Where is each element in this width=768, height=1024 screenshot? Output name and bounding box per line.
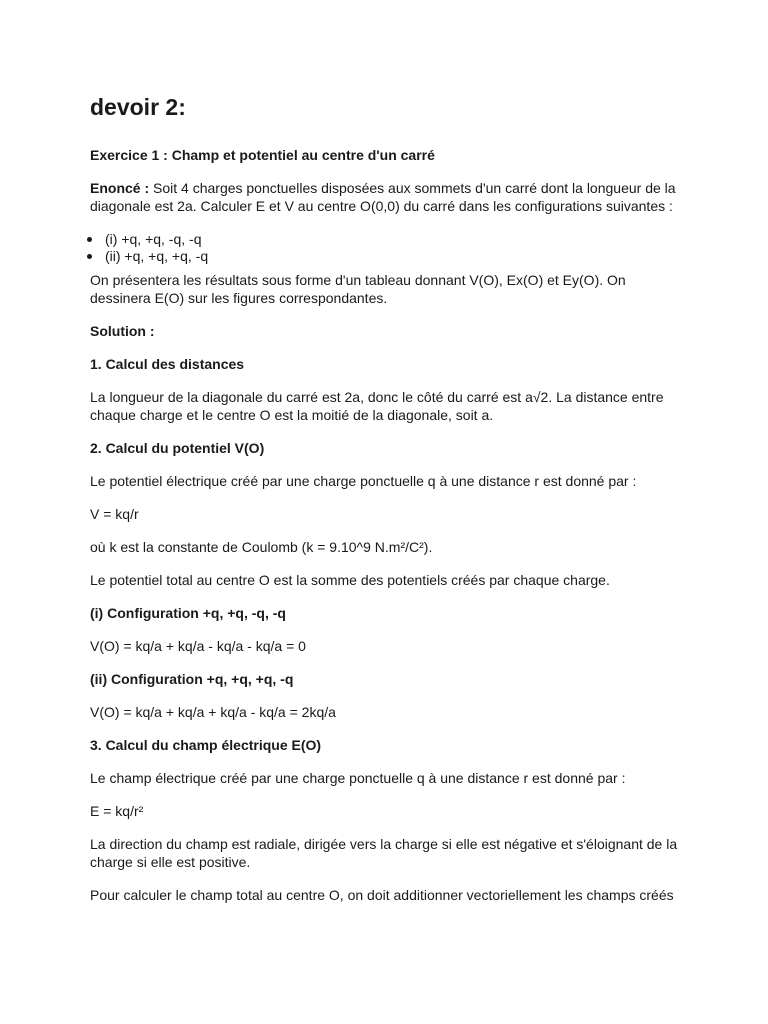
section2-heading: 2. Calcul du potentiel V(O) xyxy=(90,440,265,456)
exercise-title: Exercice 1 : Champ et potentiel au centre d'un carré xyxy=(90,147,435,163)
config2-result: V(O) = kq/a + kq/a + kq/a - kq/a = 2kq/a xyxy=(90,704,336,720)
field-total: Pour calculer le champ total au centre O, on doit additionner vectoriellement les champs créés xyxy=(90,887,674,903)
page-title: devoir 2: xyxy=(90,94,186,120)
config1-result: V(O) = kq/a + kq/a - kq/a - kq/a = 0 xyxy=(90,638,306,654)
section3-intro: Le champ électrique créé par une charge ponctuelle q à une distance r est donné par : xyxy=(90,770,626,786)
document-content xyxy=(90,90,680,904)
field-direction: La direction du champ est radiale, dirigée vers la charge si elle est négative et s'éloignant de la charge si elle est positive. xyxy=(90,836,678,870)
enonce-text: Soit 4 charges ponctuelles disposées aux sommets d'un carré dont la longueur de la diagonale est 2a. Calculer E et V au centre O(0,0) du carré dans les configurations suivantes : xyxy=(90,180,676,214)
field-formula: E = kq/r² xyxy=(90,803,144,819)
list-item: (i) +q, +q, -q, -q xyxy=(90,231,680,248)
list-item: (ii) +q, +q, +q, -q xyxy=(90,248,680,265)
config1-heading: (i) Configuration +q, +q, -q, -q xyxy=(90,605,286,621)
presentation-paragraph: On présentera les résultats sous forme d'un tableau donnant V(O), Ex(O) et Ey(O). On dessinera E(O) sur les figures correspondantes. xyxy=(90,272,626,306)
config2-heading: (ii) Configuration +q, +q, +q, -q xyxy=(90,671,294,687)
enonce-paragraph xyxy=(90,179,680,215)
section3-heading: 3. Calcul du champ électrique E(O) xyxy=(90,737,322,753)
section1-text: La longueur de la diagonale du carré est 2a, donc le côté du carré est a√2. La distance entre chaque charge et le centre O est la moitié de la diagonale, soit a. xyxy=(90,389,664,423)
potential-formula: V = kq/r xyxy=(90,506,139,522)
potential-total: Le potentiel total au centre O est la somme des potentiels créés par chaque charge. xyxy=(90,572,610,588)
enonce-label: Enoncé : xyxy=(90,180,150,196)
solution-label: Solution : xyxy=(90,323,155,339)
coulomb-constant: où k est la constante de Coulomb (k = 9.10^9 N.m²/C²). xyxy=(90,539,433,555)
section2-intro: Le potentiel électrique créé par une charge ponctuelle q à une distance r est donné par : xyxy=(90,473,637,489)
config-list xyxy=(90,231,680,265)
section1-heading: 1. Calcul des distances xyxy=(90,356,245,372)
